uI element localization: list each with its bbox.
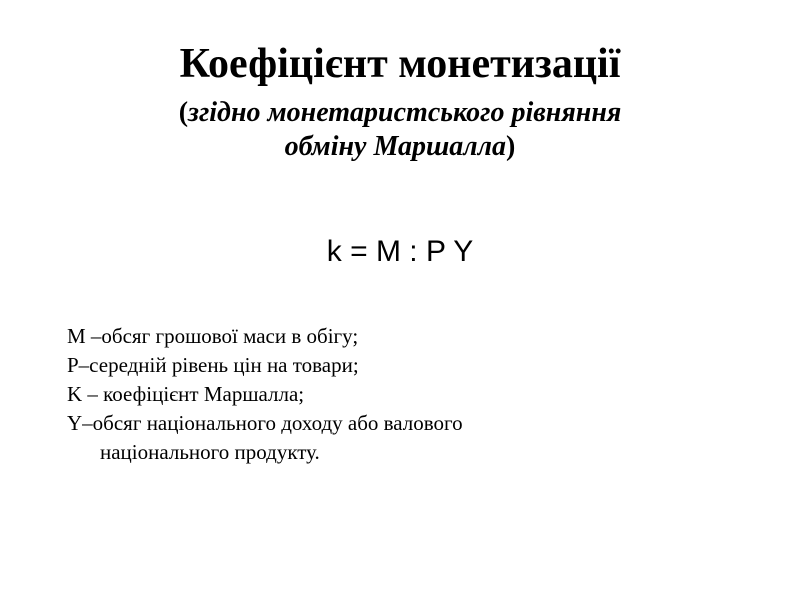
definitions-list: [67, 322, 627, 467]
definition-k: K – коефіцієнт Маршалла;: [67, 382, 305, 406]
subtitle-line-1: згідно монетаристського рівняння: [188, 97, 622, 128]
definition-y: Y–обсяг національного доходу або валового: [67, 411, 463, 435]
title-block: [0, 38, 800, 164]
subtitle-line-2: обміну Маршалла: [284, 131, 507, 162]
formula: k = M : P Y: [326, 235, 474, 268]
definition-m: M –обсяг грошової маси в обігу;: [67, 324, 359, 348]
subtitle-open-paren: (: [178, 97, 189, 128]
definition-y-continuation: національного продукту.: [100, 440, 320, 464]
slide-subtitle: [0, 96, 800, 164]
definition-p: P–середній рівень цін на товари;: [67, 353, 359, 377]
slide-title: Коефіцієнт монетизації: [179, 41, 621, 87]
subtitle-close-paren: ): [506, 131, 516, 162]
